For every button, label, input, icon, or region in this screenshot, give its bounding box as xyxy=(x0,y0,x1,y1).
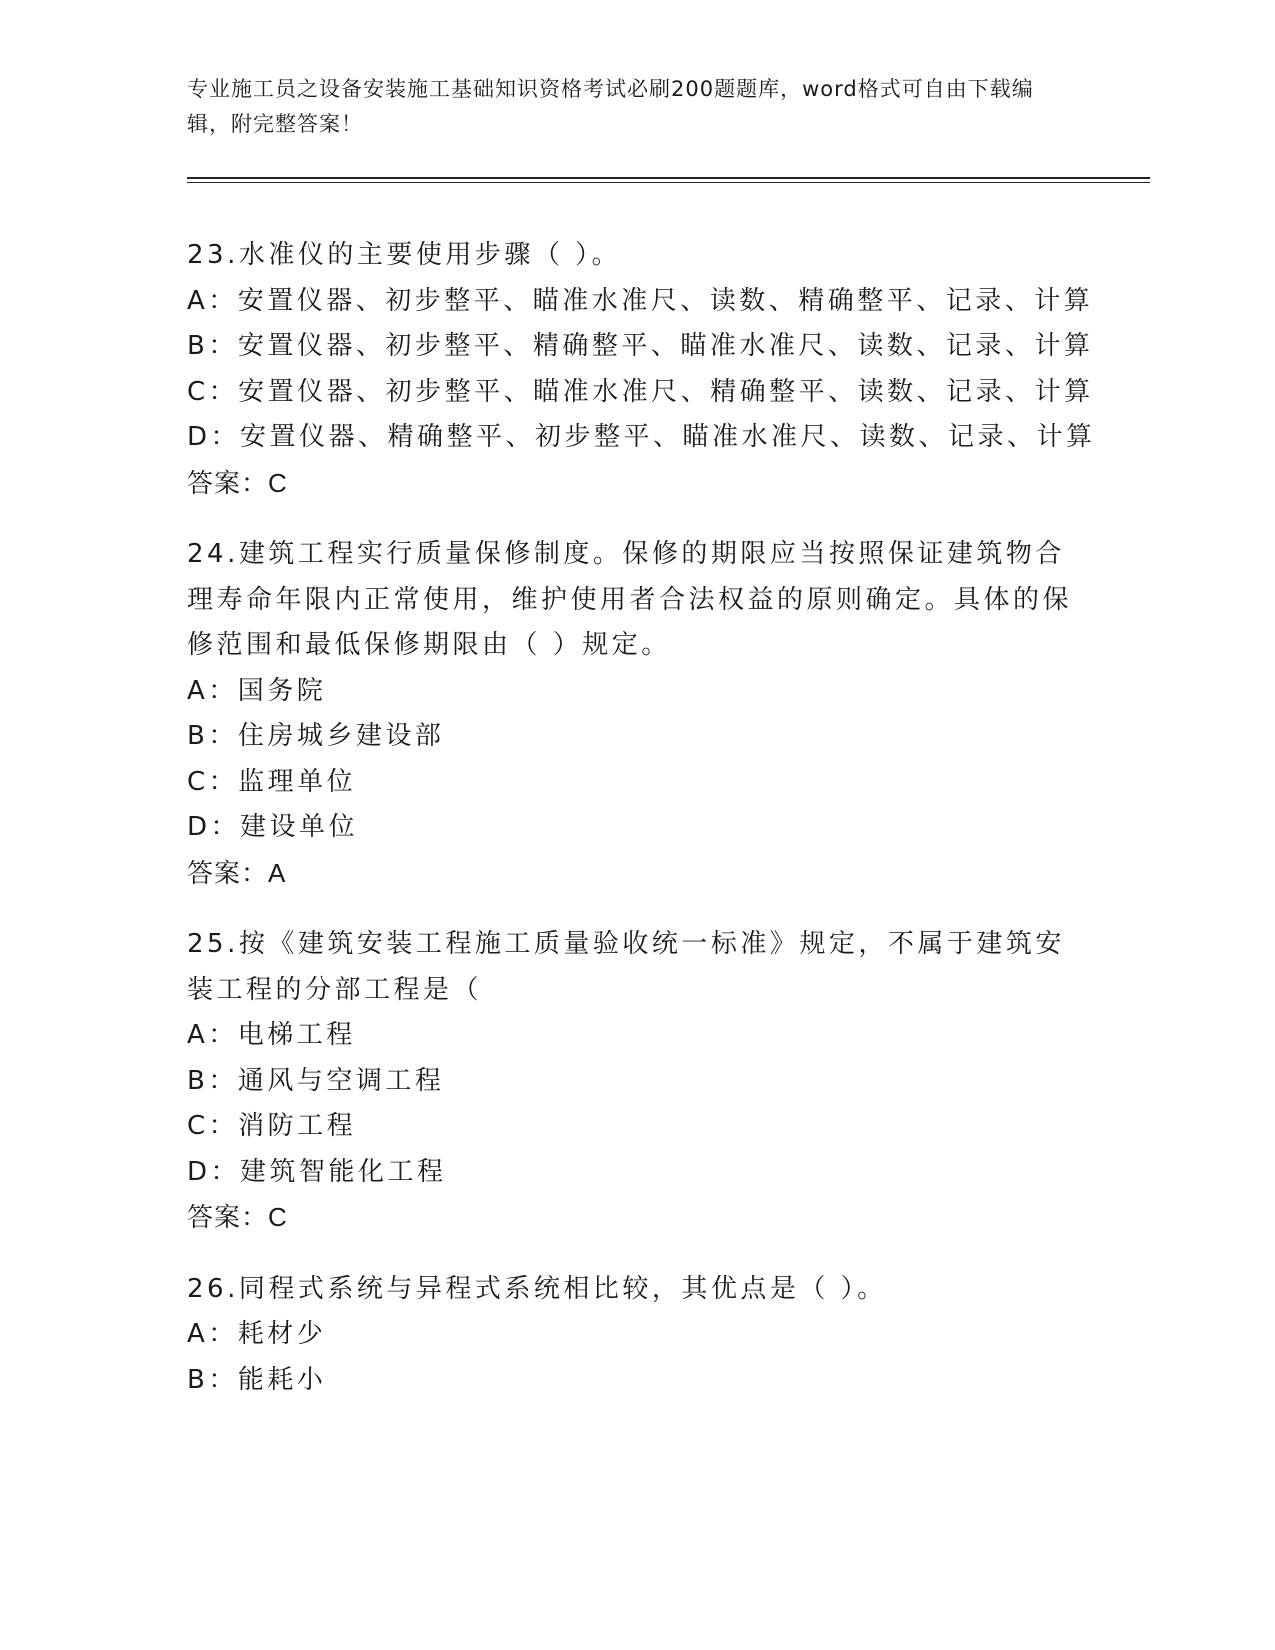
question-text: 23.水准仪的主要使用步骤（ ）。 xyxy=(187,240,622,270)
question-text: 26.同程式系统与异程式系统相比较，其优点是（ ）。 xyxy=(187,1273,887,1304)
question-text: 24.建筑工程实行质量保修制度。保修的期限应当按照保证建筑物合理寿命年限内正常使用，维护使用者合法权益的原则确定。具体的保修范围和最低保修期限由（ ）规定。 xyxy=(187,539,1073,660)
option-d: D：安置仪器、精确整平、初步整平、瞄准水准尺、读数、记录、计算 xyxy=(187,422,1096,452)
option-d: D：建设单位 xyxy=(187,812,359,842)
header-divider-thin xyxy=(187,182,1150,183)
option-a: A：国务院 xyxy=(187,675,327,706)
option-c: C：消防工程 xyxy=(187,1111,357,1141)
document-header: 专业施工员之设备安装施工基础知识资格考试必刷200题题库，word格式可自由下载编辑，附完整答案！ xyxy=(187,77,1034,136)
question-23 xyxy=(187,233,1096,506)
option-d: D：建筑智能化工程 xyxy=(187,1156,447,1187)
question-text: 25.按《建筑安装工程施工质量验收统一标准》规定，不属于建筑安装工程的分部工程是（ xyxy=(187,929,1065,1005)
answer: 答案：A xyxy=(187,857,287,888)
option-a: A：耗材少 xyxy=(187,1319,327,1349)
option-b: B：安置仪器、初步整平、精确整平、瞄准水准尺、读数、记录、计算 xyxy=(187,331,1094,361)
question-26 xyxy=(187,1267,1087,1404)
answer: 答案：C xyxy=(187,1202,288,1232)
option-c: C：监理单位 xyxy=(187,766,357,797)
header-divider-thick xyxy=(187,177,1150,179)
question-25 xyxy=(187,922,1087,1241)
question-24 xyxy=(187,532,1087,896)
option-a: A：电梯工程 xyxy=(187,1020,356,1050)
questions-list xyxy=(187,233,1096,1429)
option-a: A：安置仪器、初步整平、瞄准水准尺、读数、精确整平、记录、计算 xyxy=(187,285,1094,316)
option-b: B：能耗小 xyxy=(187,1364,327,1395)
answer: 答案：C xyxy=(187,467,288,498)
option-b: B：住房城乡建设部 xyxy=(187,721,445,751)
option-c: C：安置仪器、初步整平、瞄准水准尺、精确整平、读数、记录、计算 xyxy=(187,376,1094,407)
option-b: B：通风与空调工程 xyxy=(187,1065,445,1096)
